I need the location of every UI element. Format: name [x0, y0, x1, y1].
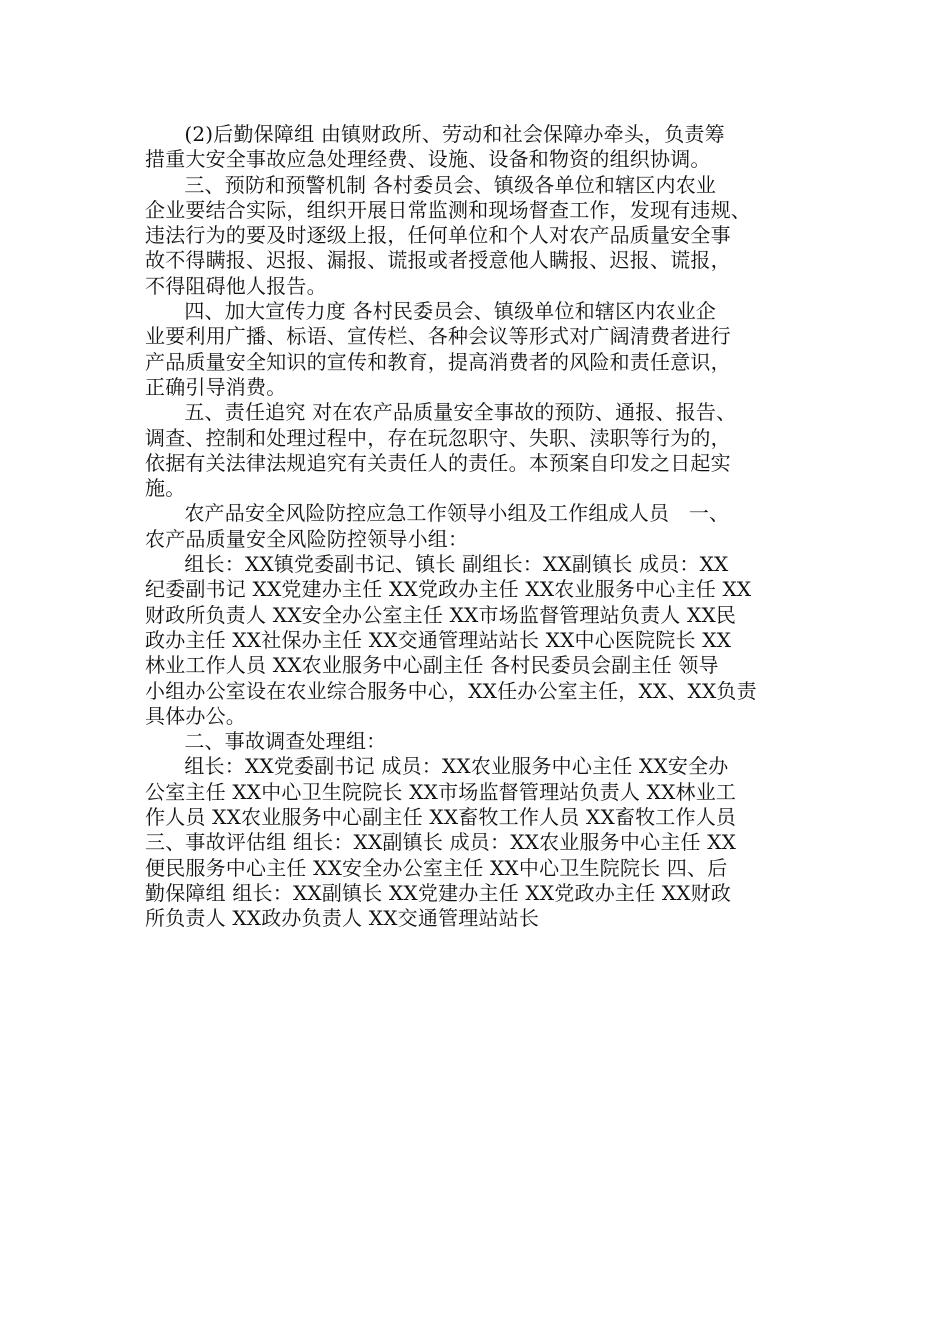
text-line: 故不得瞒报、迟报、漏报、谎报或者授意他人瞒报、迟报、谎报， — [145, 248, 731, 273]
text-line: 政办主任 XX社保办主任 XX交通管理站站长 XX中心医院院长 XX — [145, 627, 732, 652]
text-line: (2)后勤保障组 由镇财政所、劳动和社会保障办牵头，负责筹 — [145, 122, 725, 146]
text-line: 农产品安全风险防控应急工作领导小组及工作组成人员 一、 — [145, 501, 730, 526]
text-line: 勤保障组 组长：XX副镇长 XX党建办主任 XX党政办主任 XX财政 — [145, 880, 732, 905]
text-line: 产品质量安全知识的宣传和教育，提高消费者的风险和责任意识， — [145, 349, 731, 374]
text-line: 所负责人 XX政办负责人 XX交通管理站站长 — [145, 906, 540, 931]
text-line: 农产品质量安全风险防控领导小组： — [145, 526, 469, 551]
text-line: 四、加大宣传力度 各村民委员会、镇级单位和辖区内农业企 — [145, 299, 717, 324]
text-line: 作人员 XX农业服务中心副主任 XX畜牧工作人员 XX畜牧工作人员 — [145, 805, 737, 830]
text-line: 依据有关法律法规追究有关责任人的责任。本预案自印发之日起实 — [145, 450, 731, 475]
text-line: 三、事故评估组 组长：XX副镇长 成员：XX农业服务中心主任 XX — [145, 830, 737, 855]
text-line: 小组办公室设在农业综合服务中心，XX任办公室主任，XX、XX负责 — [145, 678, 757, 703]
text-line: 五、责任追究 对在农产品质量安全事故的预防、通报、报告、 — [145, 400, 737, 425]
text-line: 组长：XX镇党委副书记、镇长 副组长：XX副镇长 成员：XX — [145, 552, 729, 577]
text-line: 不得阻碍他人报告。 — [145, 273, 327, 298]
text-line: 财政所负责人 XX安全办公室主任 XX市场监督管理站负责人 XX民 — [145, 602, 737, 627]
text-line: 业要利用广播、标语、宣传栏、各种会议等形式对广阔清费者进行 — [145, 324, 731, 349]
text-line: 公室主任 XX中心卫生院院长 XX市场监督管理站负责人 XX林业工 — [145, 779, 737, 804]
text-line: 违法行为的要及时逐级上报，任何单位和个人对农产品质量安全事 — [145, 223, 731, 248]
text-line: 二、事故调查处理组： — [145, 729, 387, 754]
text-line: 调查、控制和处理过程中，存在玩忽职守、失职、渎职等行为的， — [145, 425, 731, 450]
text-line: 措重大安全事故应急处理经费、设施、设备和物资的组织协调。 — [145, 147, 711, 172]
text-line: 组长：XX党委副书记 成员：XX农业服务中心主任 XX安全办 — [145, 754, 729, 779]
text-line: 纪委副书记 XX党建办主任 XX党政办主任 XX农业服务中心主任 XX — [145, 577, 752, 602]
text-line: 具体办公。 — [145, 703, 246, 728]
text-line: 林业工作人员 XX农业服务中心副主任 各村民委员会副主任 领导 — [145, 653, 719, 678]
text-line: 三、预防和预警机制 各村委员会、镇级各单位和辖区内农业 — [145, 172, 717, 197]
text-line: 正确引导消费。 — [145, 374, 287, 399]
text-line: 便民服务中心主任 XX安全办公室主任 XX中心卫生院院长 四、后 — [145, 855, 728, 880]
text-line: 施。 — [145, 476, 186, 501]
text-line: 企业要结合实际，组织开展日常监测和现场督查工作，发现有违规、 — [145, 197, 751, 222]
document-body — [145, 122, 825, 932]
